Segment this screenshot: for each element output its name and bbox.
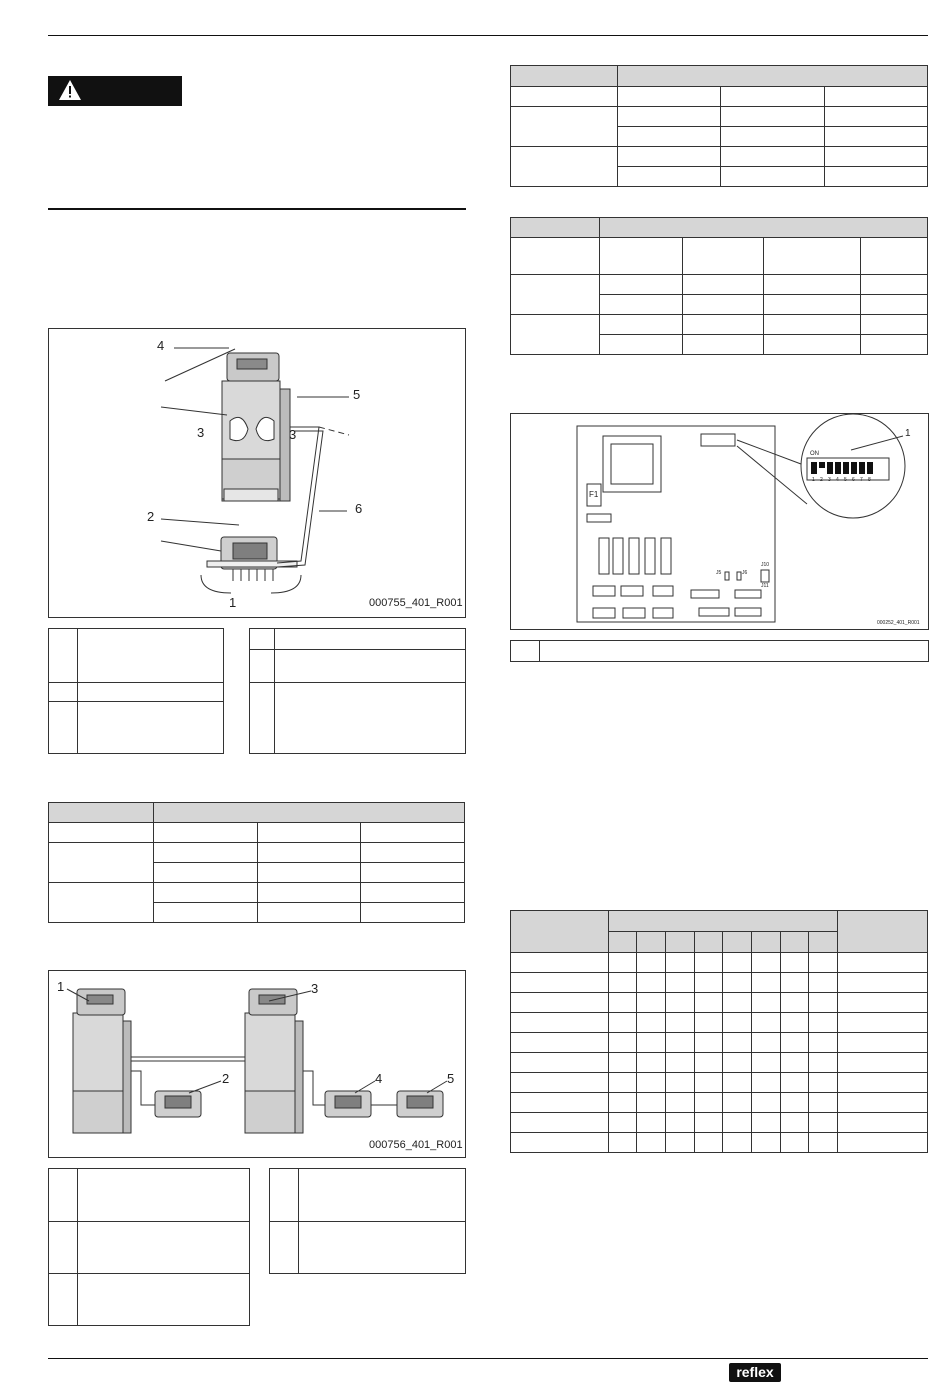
control-unit-drawing [222, 353, 290, 501]
dip-number-6: 6 [852, 477, 855, 483]
jumper-label-j10: J10 [761, 562, 770, 568]
legend-table-2-right [269, 1168, 466, 1274]
figure-code: 000755_401_R001 [369, 597, 463, 609]
dip-number-4: 4 [836, 477, 839, 483]
figure-code: 000252_401_R001 [877, 620, 920, 626]
brand-logo: reflex [729, 1363, 781, 1382]
legend-table-2-left [48, 1168, 250, 1326]
callout-3-left: 3 [197, 425, 205, 440]
callout-2: 2 [222, 1071, 230, 1086]
spec-table-right-1 [510, 65, 928, 187]
dip-switch-small [701, 434, 735, 446]
figure-circuit-board [510, 413, 929, 630]
zoom-line-2 [737, 446, 807, 504]
footer-rule [48, 1358, 928, 1359]
dip-number-2: 2 [820, 477, 823, 483]
dip-number-5: 5 [844, 477, 847, 483]
pump-unit-drawing [207, 537, 297, 581]
callout-1: 1 [57, 979, 65, 994]
callout-6: 6 [355, 501, 363, 516]
section-rule [48, 208, 466, 210]
callout-5: 5 [353, 387, 361, 402]
fuse-label: F1 [589, 490, 599, 499]
warning-icon [58, 79, 82, 101]
spec-table-right-2 [510, 217, 928, 355]
jumper-label-j11: J11 [761, 583, 769, 589]
figure-system-overview [48, 328, 466, 618]
callout-4: 4 [157, 338, 165, 353]
callout-1: 1 [905, 428, 911, 439]
spec-table-left [48, 802, 465, 923]
dip-on-label: ON [810, 451, 819, 457]
dip-settings-table [510, 910, 928, 1153]
dip-number-7: 7 [860, 477, 863, 483]
callout-4: 4 [375, 1071, 383, 1086]
callout-2: 2 [147, 509, 155, 524]
callout-3-right: 3 [289, 427, 297, 442]
control-unit-1-drawing [73, 989, 131, 1133]
jumper-label-j6: J6 [742, 570, 748, 576]
legend-table-left [48, 628, 224, 754]
callout-1: 1 [229, 595, 237, 610]
dip-number-1: 1 [812, 477, 815, 483]
callout-5: 5 [447, 1071, 455, 1086]
warning-label [48, 76, 182, 106]
dip-number-8: 8 [868, 477, 871, 483]
jumper-label-j5: J5 [716, 570, 722, 576]
callout-3: 3 [311, 981, 319, 996]
figure-code: 000756_401_R001 [369, 1139, 463, 1151]
legend-table-right [249, 628, 466, 754]
dip-number-3: 3 [828, 477, 831, 483]
top-rule [48, 35, 928, 36]
legend-circuit-board [510, 640, 929, 662]
zoom-line-1 [737, 440, 801, 464]
control-unit-3-drawing [245, 989, 303, 1133]
figure-master-slave [48, 970, 466, 1158]
